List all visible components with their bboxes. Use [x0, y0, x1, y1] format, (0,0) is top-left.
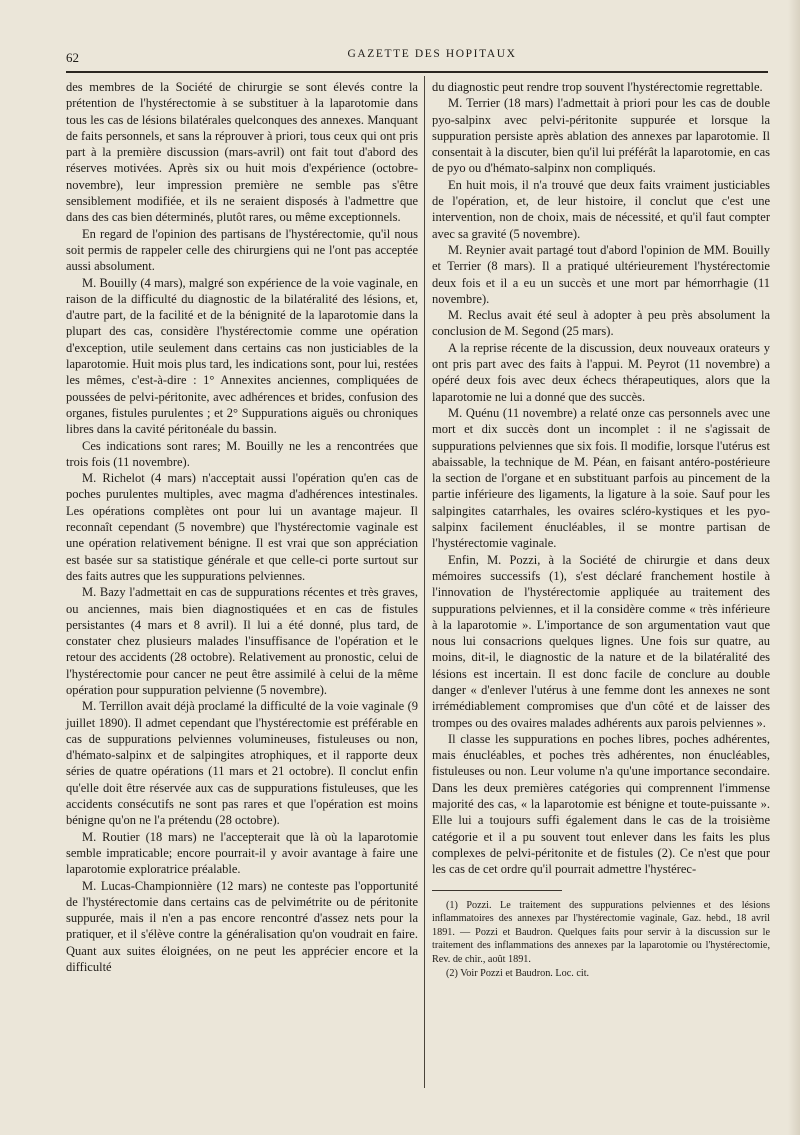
paragraph: du diagnostic peut rendre trop souvent l'hystérectomie regrettable. — [432, 80, 763, 94]
paragraph: En regard de l'opinion des partisans de l'hystérectomie, qu'il nous soit permis de rappeler celle des chirurgiens qui ne l'ont pas acceptée aussi absolument. — [66, 226, 418, 274]
paragraph: Ces indications sont rares; M. Bouilly ne les a rencontrées que trois fois (11 novembre). — [66, 438, 418, 469]
paragraph: M. Terrier (18 mars) l'admettait à priori pour les cas de double pyo-salpinx avec pelvi-péritonite suppurée et lorsque la suppuration persiste après ablation des annexes par laparotomie. Il consentait à la discuter, bien qu'il lui préférât la laparotomie, en cas de pyo ou d'hémato-salpinx non compliqués. — [432, 96, 770, 176]
footnote: (1) Pozzi. Le traitement des suppurations pelviennes et des lésions inflammatoires des annexes par l'hystérectomie vaginale, Gaz. hebd., 18 avril 1891. — Pozzi et Baudron. Quelques faits pour servir à la discussion sur le traitement des inflammations des annexes par la laparotomie ou l'hystérectomie, Rev. de chir., août 1891. — [432, 899, 770, 965]
running-head: GAZETTE DES HOPITAUX — [347, 48, 517, 60]
left-column — [66, 79, 418, 975]
footnote-rule — [432, 890, 562, 891]
header-rule — [66, 71, 768, 73]
column-divider — [424, 76, 425, 1088]
paragraph: M. Routier (18 mars) ne l'accepterait que là où la laparotomie semble impraticable; encore pourrait-il y avoir avantage à faire une laparotomie exploratrice préalable. — [66, 829, 418, 877]
scan-edge-shadow — [788, 0, 800, 1135]
paragraph: Enfin, M. Pozzi, à la Société de chirurgie et dans deux mémoires successifs (1), s'est déclaré franchement hostile à l'innovation de l'hystérectomie appliquée au traitement des suppurations pelviennes, et il la considère comme « très inférieure à la laparotomie ». L'importance de son argumentation vaut que nous lui consacrions quelques lignes. Une fois sur quatre, au moins, dit-il, le diagnostic de la nature et de la bilatéralité des lésions est incertain. Il est donc facile de conclure au double danger « d'enlever l'utérus à une femme dont les annexes ne sont irrémédiablement compromises que d'un côté et de laisser des trompes ou des ovaires malades adhérents aux parois pelviennes ». — [432, 552, 770, 730]
right-column — [432, 79, 770, 980]
page-header — [66, 44, 768, 66]
footnote: (2) Voir Pozzi et Baudron. Loc. cit. — [446, 967, 590, 979]
paragraph: M. Bouilly (4 mars), malgré son expérience de la voie vaginale, en raison de la difficulté du diagnostic de la bilatéralité des lésions, et, d'autre part, de la facilité et de la bénignité de la laparotomie dans la plupart des cas, considère l'hystérectomie comme une opération d'exception, utile seulement dans certains cas non justiciables de la laparotomie. Huit mois plus tard, les indications sont, pour lui, restées les mêmes, c'est-à-dire : 1° Annexites anciennes, compliquées de poussées de pelvi-péritonite, avec adhérences et brides, confusion des organes, fistules purulentes ; et 2° Suppurations aiguës ou chroniques libres dans la cavité péritonéale du bassin. — [66, 275, 418, 437]
paragraph: M. Quénu (11 novembre) a relaté onze cas personnels avec une mort et dix succès dont un incomplet : il ne s'agissait de suppurations pelviennes que six fois. Il modifie, lorsque l'utérus est abaissable, la technique de M. Péan, en faisant antéro-postérieure la section de l'organe et en substituant parfois au pincement de la partie inférieure des ligaments, la ligature à la soie. Sauf pour les salpingites catarrhales, les ovaires scléro-kystiques et les pyo-salpinx facilement énucléables, il se montre partisan de l'hystérectomie vaginale. — [432, 405, 770, 551]
paragraph: M. Bazy l'admettait en cas de suppurations récentes et très graves, ou anciennes, mais bien diagnostiquées et en cas de fistules persistantes (4 mars et 8 avril). Il lui a été donné, plus tard, de constater chez plusieurs malades l'insuffisance de l'opération et le retour des accidents (28 octobre). Relativement au pronostic, celui de l'hystérectomie pour cancer ne peut être assimilé à celui de la même opération pour suppuration pelvienne (5 novembre). — [66, 585, 418, 697]
paragraph: M. Lucas-Championnière (12 mars) ne conteste pas l'opportunité de l'hystérectomie dans certains cas de pelvimétrite ou de péritonite suppurée, mais il n'en a pas encore rencontré d'assez nets pour la pratiquer, et il s'élève contre la généralisation qu'on voudrait en faire. Quant aux suites éloignées, on ne peut les apprécier encore et la difficulté — [66, 878, 418, 975]
page-number: 62 — [66, 50, 79, 65]
paragraph: M. Richelot (4 mars) n'acceptait aussi l'opération qu'en cas de poches purulentes multiples, avec magma d'adhérences intestinales. Les opérations complètes ont pour lui un avantage majeur. Il reconnaît cependant (5 novembre) que l'hystérectomie vaginale est une opération relativement bénigne. Il est vrai que son appréciation est basée sur sa statistique générale et que celle-ci porte surtout sur des faits autres que les suppurations pelviennes. — [66, 471, 418, 583]
paragraph: M. Terrillon avait déjà proclamé la difficulté de la voie vaginale (9 juillet 1890). Il admet cependant que l'hystérectomie est préférable en cas de suppurations pelviennes volumineuses, fistuleuses ou non, d'hémato-salpinx et de salpingites atrophiques, et il rapporte deux séries de quatre opérations (11 mars et 21 octobre). Il conclut enfin qu'elle doit être réservée aux cas de suppurations fistuleuses, que les accidents consécutifs ne sont pas rares et que l'opération est moins bénigne qu'on ne l'a prétendu (28 octobre). — [66, 699, 418, 828]
paragraph: M. Reclus avait été seul à adopter à peu près absolument la conclusion de M. Segond (25 mars). — [432, 308, 770, 339]
paragraph: En huit mois, il n'a trouvé que deux faits vraiment justiciables de l'opération, et, de leur histoire, il conclut que c'est une intervention, non de choix, mais de nécessité, et qu'il faut compter avec sa gravité (5 novembre). — [432, 177, 770, 241]
paragraph: M. Reynier avait partagé tout d'abord l'opinion de MM. Bouilly et Terrier (8 mars). Il a pratiqué ultérieurement l'hystérectomie deux fois et il a eu un succès et une mort par hémorrhagie (11 novembre). — [432, 242, 770, 306]
paragraph: des membres de la Société de chirurgie se sont élevés contre la prétention de l'hystérectomie à se substituer à la laparotomie dans tous les cas de lésions bilatérales quelconques des annexes. Manquant de faits personnels, et sans la réprouver à priori, tous ceux qui ont pris part à la première discussion (mars-avril) ont fait tout d'abord des réserves motivées. Après six ou huit mois d'expérience (octobre-novembre), leur impression première ne semble pas s'être sensiblement modifiée, et ils ne seraient disposés à l'admettre que dans des cas bien déterminés, plutôt rares, ou même exceptionnels. — [66, 80, 418, 225]
paragraph: A la reprise récente de la discussion, deux nouveaux orateurs y ont pris part avec des faits à l'appui. M. Peyrot (11 novembre) a opéré deux fois avec deux échecs thérapeutiques, alors que la laparotomie ne lui a donné que des succès. — [432, 340, 770, 404]
paragraph: Il classe les suppurations en poches libres, poches adhérentes, mais énucléables, et poches très adhérentes, non énucléables, fistuleuses ou non. Leur volume n'a qu'une importance secondaire. Dans les deux premières catégories qui comprennent l'immense majorité des cas, « la laparotomie est bénigne et toute-puissante ». Elle lui a toujours suffi également dans le cas de la troisième catégorie et il a pu souvent tout enlever dans les faits les plus complexes de pelvi-péritonite et de fistules (2). Ce n'est que pour les cas de cet ordre qu'il pourrait admettre l'hystérec- — [432, 731, 770, 877]
